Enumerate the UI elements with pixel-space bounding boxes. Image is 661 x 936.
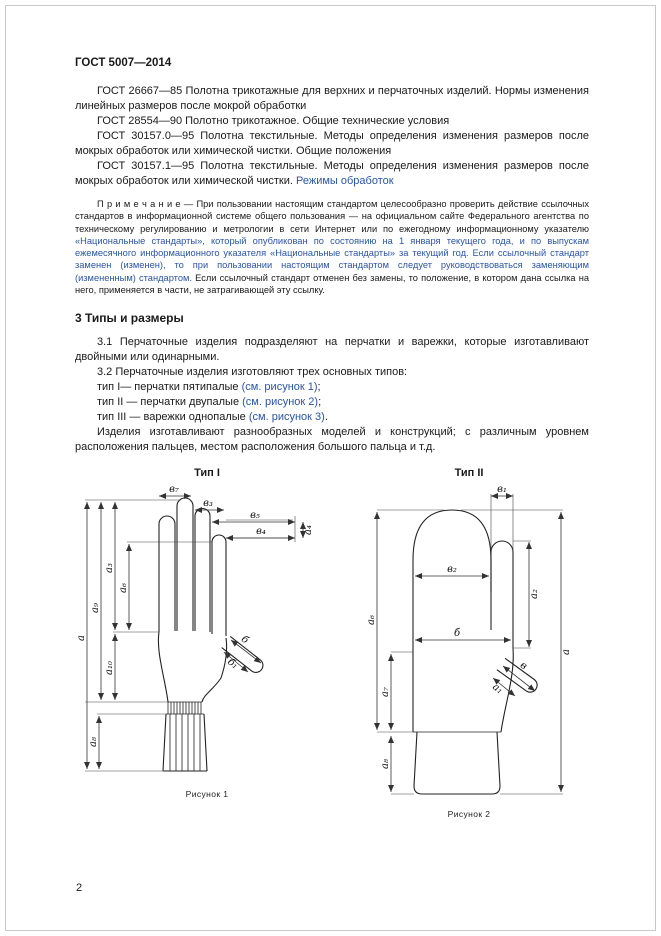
dim-label-a8: а₈ bbox=[88, 737, 99, 748]
dim-label-a3: а₃ bbox=[104, 563, 115, 574]
para-3-1: 3.1 Перчаточные изделия подразделяют на перчатки и варежки, которые изготавливают двойными или одинарными. bbox=[75, 336, 589, 364]
dim-label-a6: а₆ bbox=[366, 615, 377, 626]
glove-type1-drawing bbox=[77, 480, 337, 782]
dim-label-a4: а₄ bbox=[303, 525, 314, 536]
figures-row bbox=[75, 467, 589, 819]
type-1-text: тип I— перчатки пятипалые bbox=[97, 381, 242, 394]
note-intro: П р и м е ч а н и е — При пользовании настоящим стандартом целесообразно проверить действие ссылочных стандартов в информационной системе общего пользования — на официальном сайте Федерального агентства по техническому регулированию и метрологии в сети Интернет или по ежегодному информационному указателю bbox=[75, 199, 589, 234]
dim-label-a7: а₇ bbox=[380, 687, 391, 698]
dimension-lines bbox=[366, 484, 572, 792]
dim-label-v: в bbox=[517, 660, 530, 673]
dim-label-b1: б₁ bbox=[225, 656, 240, 672]
figure-1-title: Тип I bbox=[194, 467, 220, 480]
figure-1 bbox=[77, 467, 337, 819]
closing-paragraph: Изделия изготавливают разнообразных моделей и конструкций; с различным уровнем расположения пальцев, местом расположения большого пальца и т.д. bbox=[75, 426, 589, 454]
type-line-1 bbox=[75, 380, 589, 395]
figure-2 bbox=[349, 467, 589, 819]
note-link-text[interactable]: «Национальные стандарты», который опубликован по состоянию на 1 января текущего года, и по выпускам ежемесячного информационного указателя «Национальные стандарты» за текущий год. Если ссылочный стандарт заменен (изменен), то при пользовании настоящим стандартом следует руководствоваться заменяющим (измененным) стандартом. bbox=[75, 235, 589, 283]
reference-gost-30157-1 bbox=[75, 159, 589, 189]
glove-type2-drawing bbox=[349, 480, 589, 802]
type-3-punct: . bbox=[324, 411, 328, 424]
reference-gost-30157-0: ГОСТ 30157.0—95 Полотна текстильные. Методы определения изменения размеров после мокрых обработок или химической чистки. Общие положения bbox=[75, 130, 589, 157]
figure-2-title: Тип II bbox=[454, 467, 484, 480]
type-line-3 bbox=[75, 410, 589, 425]
dim-label-v2: в₂ bbox=[447, 564, 457, 576]
dim-label-v4: в₄ bbox=[256, 526, 266, 538]
page-title: ГОСТ 5007—2014 bbox=[75, 57, 172, 69]
type-3-text: тип III — варежки однопалые bbox=[97, 411, 249, 424]
reference-link[interactable]: Режимы обработок bbox=[296, 175, 394, 187]
type-2-figure-link[interactable]: (см. рисунок 2) bbox=[242, 396, 319, 409]
dim-label-v3: в₃ bbox=[203, 498, 213, 510]
figure-1-caption: Рисунок 1 bbox=[185, 789, 229, 800]
note-ending: Если ссылочный стандарт отменен без замены, то положение, в котором дана ссылка на него, применяется в части, не затрагивающей эту ссылку. bbox=[75, 272, 590, 296]
extension-lines bbox=[85, 500, 295, 771]
mitten-outline bbox=[413, 510, 540, 794]
dim-label-a2: а₂ bbox=[529, 589, 540, 600]
type-line-2 bbox=[75, 395, 589, 410]
wrist-hatch bbox=[168, 702, 201, 714]
type-2-punct: ; bbox=[318, 396, 322, 409]
dim-label-a10: а₁₀ bbox=[104, 661, 115, 676]
type-3-figure-link[interactable]: (см. рисунок 3) bbox=[248, 411, 325, 424]
glove-outline bbox=[158, 498, 265, 771]
dim-label-v1: в₁ bbox=[497, 484, 507, 496]
dim-label-v7: в₇ bbox=[169, 484, 179, 496]
type-2-text: тип II — перчатки двупалые bbox=[97, 396, 243, 409]
section-heading: 3 Типы и размеры bbox=[75, 311, 184, 326]
type-1-punct: ; bbox=[317, 381, 321, 394]
cuff-ribs bbox=[170, 714, 200, 771]
dim-label-v5: в₅ bbox=[250, 510, 260, 522]
page-number: 2 bbox=[76, 882, 83, 894]
extension-lines bbox=[377, 494, 563, 794]
type-1-figure-link[interactable]: (см. рисунок 1) bbox=[241, 381, 318, 394]
dim-label-a6: а₆ bbox=[118, 583, 129, 594]
note-paragraph bbox=[75, 198, 589, 296]
dim-label-a1: а₁ bbox=[490, 681, 505, 697]
dim-label-b: б bbox=[453, 628, 461, 640]
dim-label-a: а bbox=[77, 635, 87, 642]
dim-label-b: б bbox=[238, 634, 251, 647]
reference-gost-26667: ГОСТ 26667—85 Полотна трикотажные для верхних и перчаточных изделий. Нормы изменения линейных размеров после мокрой обработки bbox=[75, 85, 589, 112]
para-3-2: 3.2 Перчаточные изделия изготовляют трех основных типов: bbox=[97, 366, 408, 379]
dim-label-a8: а₈ bbox=[380, 759, 391, 770]
dim-label-a9: а₉ bbox=[90, 603, 101, 614]
reference-gost-28554: ГОСТ 28554—90 Полотно трикотажное. Общие технические условия bbox=[97, 115, 450, 127]
page-content bbox=[75, 57, 589, 819]
dim-label-a: а bbox=[561, 649, 572, 656]
reference-text: ГОСТ 30157.1—95 Полотна текстильные. Методы определения изменения размеров после мокрых обработок или химической чистки. bbox=[75, 160, 589, 187]
figure-2-caption: Рисунок 2 bbox=[447, 809, 491, 820]
